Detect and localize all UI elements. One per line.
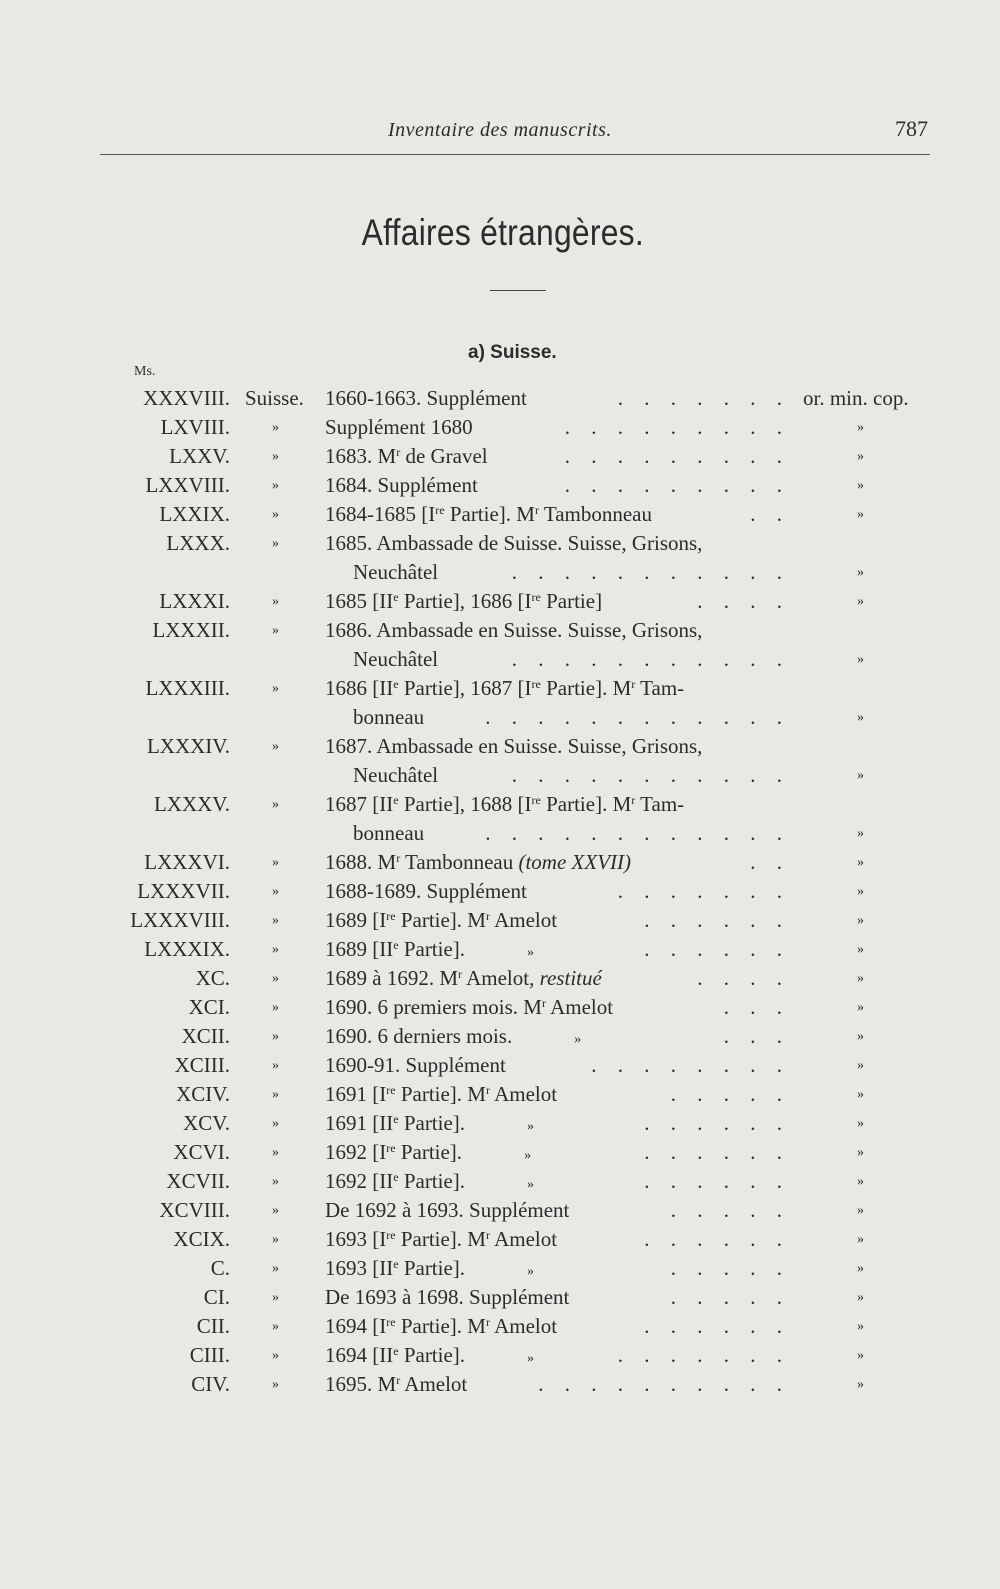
entry-description bbox=[325, 1283, 569, 1312]
superscript: r bbox=[396, 851, 401, 865]
manuscript-number: XCI. bbox=[188, 995, 230, 1019]
superscript: re bbox=[386, 1228, 396, 1242]
superscript: r bbox=[534, 503, 539, 517]
description-text: 1685 [II bbox=[325, 589, 394, 613]
entry-row bbox=[0, 529, 1000, 558]
leader-dots: . . bbox=[750, 850, 790, 874]
entry-row bbox=[0, 964, 1000, 993]
description-text: 1691 [II bbox=[325, 1111, 394, 1135]
description-text: 1694 [II bbox=[325, 1343, 394, 1367]
leader-dots: . . . . . bbox=[670, 1285, 790, 1309]
description-text: 1693 [I bbox=[325, 1227, 387, 1251]
description-continuation: Neuchâtel bbox=[353, 763, 439, 787]
leader-dots: . . . . . . . . . . bbox=[538, 1372, 790, 1396]
ditto-mark: » bbox=[272, 913, 279, 928]
manuscript-number: CI. bbox=[203, 1285, 230, 1309]
ditto-mark: » bbox=[272, 449, 279, 464]
description-text: Amelot bbox=[489, 1082, 558, 1106]
superscript: r bbox=[396, 445, 401, 459]
manuscript-number: LXXXIII. bbox=[145, 676, 230, 700]
description-text: Partie]. M bbox=[540, 792, 632, 816]
status-mark: » bbox=[857, 1377, 864, 1392]
ditto-mark: » bbox=[272, 884, 279, 899]
status-mark: » bbox=[857, 1319, 864, 1334]
country-label: Suisse. bbox=[245, 386, 304, 410]
description-text: Amelot, bbox=[462, 966, 540, 990]
description-text: Tambonneau bbox=[538, 502, 652, 526]
description-text: Partie], 1686 [I bbox=[398, 589, 532, 613]
superscript: r bbox=[458, 967, 462, 981]
description-text: 1687 [II bbox=[325, 792, 394, 816]
superscript: re bbox=[435, 503, 445, 517]
entry-description bbox=[325, 616, 702, 645]
status-mark: » bbox=[857, 1058, 864, 1073]
ditto-mark: » bbox=[272, 942, 279, 957]
leader-dots: . . . . . . . . . bbox=[564, 444, 790, 468]
ditto-mark: » bbox=[272, 1000, 279, 1015]
ditto-mark-inline: » bbox=[524, 1148, 532, 1163]
status-mark: » bbox=[857, 942, 864, 957]
entry-description bbox=[325, 964, 602, 993]
description-text: Supplément 1680 bbox=[325, 415, 473, 439]
superscript: re bbox=[386, 1141, 396, 1155]
manuscript-number: LXXXIV. bbox=[146, 734, 230, 758]
leader-dots: . . . . . bbox=[670, 1256, 790, 1280]
description-text: 1687. Ambassade en Suisse. Suisse, Grisons, bbox=[325, 734, 703, 758]
ms-column-label: Ms. bbox=[134, 364, 156, 379]
entry-row bbox=[0, 906, 1000, 935]
page-number: 787 bbox=[895, 116, 928, 141]
status-mark: » bbox=[857, 1116, 864, 1131]
manuscript-number: XCIX. bbox=[173, 1227, 230, 1251]
superscript: e bbox=[393, 1112, 399, 1126]
description-text: Tambonneau bbox=[400, 850, 519, 874]
entry-row bbox=[0, 1196, 1000, 1225]
description-text: Tam- bbox=[635, 676, 685, 700]
leader-dots: . . . . . . . . . . . bbox=[511, 560, 790, 584]
description-italic: (tome XXVII) bbox=[518, 850, 631, 874]
superscript: r bbox=[485, 1083, 490, 1097]
description-text: Partie]. M bbox=[395, 908, 486, 932]
leader-dots: . . . . . bbox=[670, 1198, 790, 1222]
status-mark: » bbox=[857, 478, 864, 493]
entry-description bbox=[325, 674, 684, 703]
description-continuation: bonneau bbox=[353, 821, 425, 845]
ditto-mark: » bbox=[272, 971, 279, 986]
description-text: Partie]. bbox=[395, 1140, 463, 1164]
entry-row bbox=[0, 471, 1000, 500]
entry-row bbox=[0, 1341, 1000, 1370]
entry-description bbox=[325, 877, 527, 906]
entry-row bbox=[0, 500, 1000, 529]
entry-row bbox=[0, 384, 1000, 413]
entry-row bbox=[0, 732, 1000, 761]
leader-dots: . . . . . . . . bbox=[591, 1053, 790, 1077]
description-text: Partie]. bbox=[398, 1111, 466, 1135]
manuscript-number: XCIV. bbox=[176, 1082, 230, 1106]
entry-description bbox=[325, 529, 702, 558]
status-mark: » bbox=[857, 855, 864, 870]
description-text: 1692 [I bbox=[325, 1140, 387, 1164]
status-mark: or. min. cop. bbox=[803, 386, 909, 410]
ditto-mark: » bbox=[272, 1116, 279, 1131]
superscript: re bbox=[386, 1083, 396, 1097]
entry-description bbox=[325, 471, 478, 500]
description-text: 1685. Ambassade de Suisse. Suisse, Grisons, bbox=[325, 531, 703, 555]
status-mark: » bbox=[857, 507, 864, 522]
status-mark: » bbox=[857, 1261, 864, 1276]
entry-row-continuation bbox=[0, 645, 1000, 674]
manuscript-number: CII. bbox=[196, 1314, 230, 1338]
leader-dots: . . . . . . . bbox=[617, 879, 790, 903]
description-continuation: Neuchâtel bbox=[353, 560, 439, 584]
leader-dots: . . . . . . bbox=[644, 1169, 790, 1193]
description-text: Amelot bbox=[489, 1227, 558, 1251]
entry-description bbox=[325, 500, 652, 529]
superscript: re bbox=[531, 793, 541, 807]
page-title: Affaires étrangères. bbox=[361, 212, 644, 253]
status-mark: » bbox=[857, 1029, 864, 1044]
ditto-mark: » bbox=[272, 594, 279, 609]
leader-dots: . . . . . bbox=[670, 1082, 790, 1106]
ditto-mark: » bbox=[272, 536, 279, 551]
superscript: re bbox=[531, 677, 541, 691]
status-mark: » bbox=[857, 913, 864, 928]
entry-description bbox=[325, 384, 527, 413]
entry-description bbox=[325, 848, 631, 877]
description-italic: restitué bbox=[539, 966, 602, 990]
superscript: r bbox=[541, 996, 546, 1010]
leader-dots: . . . . . . bbox=[644, 1314, 790, 1338]
ditto-mark: » bbox=[272, 1232, 279, 1247]
entry-description bbox=[325, 1080, 557, 1109]
entry-row bbox=[0, 1283, 1000, 1312]
status-mark: » bbox=[857, 884, 864, 899]
leader-dots: . . . . . . . . . . . . bbox=[485, 705, 790, 729]
manuscript-number: XCIII. bbox=[174, 1053, 230, 1077]
entry-description bbox=[325, 906, 557, 935]
status-mark: » bbox=[857, 1145, 864, 1160]
description-text: Partie]. M bbox=[395, 1314, 486, 1338]
entry-row bbox=[0, 1080, 1000, 1109]
description-text: 1690. 6 derniers mois. bbox=[325, 1024, 513, 1048]
entry-row bbox=[0, 587, 1000, 616]
entry-row-continuation bbox=[0, 761, 1000, 790]
description-text: 1691 [I bbox=[325, 1082, 387, 1106]
leader-dots: . . . . . . . bbox=[617, 1343, 790, 1367]
section-title: a) Suisse. bbox=[468, 342, 557, 363]
manuscript-number: LXXXIX. bbox=[144, 937, 230, 961]
description-text: Partie] bbox=[540, 589, 603, 613]
superscript: r bbox=[631, 793, 636, 807]
status-mark: » bbox=[857, 710, 864, 725]
status-mark: » bbox=[857, 652, 864, 667]
manuscript-number: LXXV. bbox=[169, 444, 230, 468]
entry-description bbox=[325, 1312, 557, 1341]
leader-dots: . . . . bbox=[697, 589, 790, 613]
ditto-mark-inline: » bbox=[527, 1264, 535, 1279]
running-header-title: Inventaire des manuscrits. bbox=[388, 119, 612, 141]
description-text: 1686. Ambassade en Suisse. Suisse, Grisons, bbox=[325, 618, 703, 642]
ditto-mark: » bbox=[272, 1087, 279, 1102]
leader-dots: . . . bbox=[723, 995, 790, 1019]
manuscript-number: XCVII. bbox=[166, 1169, 230, 1193]
ditto-mark: » bbox=[272, 1261, 279, 1276]
superscript: r bbox=[396, 1373, 401, 1387]
description-text: Partie], 1687 [I bbox=[398, 676, 532, 700]
leader-dots: . . . . . . bbox=[644, 1140, 790, 1164]
entry-row bbox=[0, 1051, 1000, 1080]
status-mark: » bbox=[857, 826, 864, 841]
description-text: 1660-1663. Supplément bbox=[325, 386, 527, 410]
status-mark: » bbox=[857, 971, 864, 986]
entry-description bbox=[325, 1022, 581, 1054]
description-text: 1683. M bbox=[325, 444, 397, 468]
manuscript-number: LXXXV. bbox=[153, 792, 230, 816]
status-mark: » bbox=[857, 1232, 864, 1247]
ditto-mark: » bbox=[272, 420, 279, 435]
entry-description bbox=[325, 413, 473, 442]
entry-row bbox=[0, 1138, 1000, 1167]
ditto-mark: » bbox=[272, 507, 279, 522]
leader-dots: . . . . . . . . . bbox=[564, 473, 790, 497]
description-text: 1684-1685 [I bbox=[325, 502, 436, 526]
manuscript-number: CIII. bbox=[189, 1343, 230, 1367]
description-text: 1690-91. Supplément bbox=[325, 1053, 506, 1077]
entry-description bbox=[325, 587, 602, 616]
description-text: Amelot bbox=[489, 1314, 558, 1338]
ditto-mark: » bbox=[272, 1029, 279, 1044]
entry-description bbox=[325, 1254, 534, 1286]
ditto-mark: » bbox=[272, 797, 279, 812]
description-text: Partie]. bbox=[398, 937, 466, 961]
leader-dots: . . . . . . . . . bbox=[564, 415, 790, 439]
superscript: e bbox=[393, 1344, 399, 1358]
entry-row bbox=[0, 1370, 1000, 1399]
status-mark: » bbox=[857, 768, 864, 783]
entry-description bbox=[325, 442, 488, 471]
description-text: 1690. 6 premiers mois. M bbox=[325, 995, 542, 1019]
description-text: Amelot bbox=[545, 995, 614, 1019]
entry-row-continuation bbox=[0, 703, 1000, 732]
ditto-mark: » bbox=[272, 1290, 279, 1305]
ditto-mark: » bbox=[272, 478, 279, 493]
leader-dots: . . . . . . . . . . . bbox=[511, 763, 790, 787]
description-text: De 1692 à 1693. Supplément bbox=[325, 1198, 570, 1222]
entry-description bbox=[325, 1138, 531, 1170]
entry-description bbox=[325, 1370, 467, 1399]
description-text: Partie]. M bbox=[395, 1082, 486, 1106]
manuscript-number: LXXXVI. bbox=[144, 850, 230, 874]
manuscript-number: XCII. bbox=[181, 1024, 230, 1048]
description-text: 1693 [II bbox=[325, 1256, 394, 1280]
entry-row bbox=[0, 1022, 1000, 1051]
manuscript-number: XCV. bbox=[183, 1111, 230, 1135]
description-text: Partie]. M bbox=[395, 1227, 486, 1251]
description-text: 1689 [II bbox=[325, 937, 394, 961]
entry-row bbox=[0, 442, 1000, 471]
ditto-mark-inline: » bbox=[527, 1351, 535, 1366]
superscript: r bbox=[485, 1315, 490, 1329]
manuscript-number: LXXXI. bbox=[159, 589, 230, 613]
superscript: e bbox=[393, 590, 399, 604]
manuscript-number: LXXX. bbox=[166, 531, 230, 555]
ditto-mark: » bbox=[272, 1319, 279, 1334]
leader-dots: . . . . . . bbox=[644, 937, 790, 961]
ditto-mark: » bbox=[272, 1174, 279, 1189]
entry-row bbox=[0, 1109, 1000, 1138]
status-mark: » bbox=[857, 1174, 864, 1189]
entry-row-continuation bbox=[0, 819, 1000, 848]
ditto-mark: » bbox=[272, 1348, 279, 1363]
ditto-mark-inline: » bbox=[527, 945, 535, 960]
superscript: r bbox=[631, 677, 636, 691]
leader-dots: . . bbox=[750, 502, 790, 526]
ditto-mark-inline: » bbox=[527, 1177, 535, 1192]
status-mark: » bbox=[857, 1000, 864, 1015]
entry-row bbox=[0, 413, 1000, 442]
description-text: 1695. M bbox=[325, 1372, 397, 1396]
ditto-mark: » bbox=[272, 1377, 279, 1392]
superscript: e bbox=[393, 938, 399, 952]
ditto-mark: » bbox=[272, 1058, 279, 1073]
entry-description bbox=[325, 790, 684, 819]
description-text: Partie]. bbox=[398, 1256, 466, 1280]
description-text: Tam- bbox=[635, 792, 685, 816]
description-text: Amelot bbox=[400, 1372, 468, 1396]
manuscript-number: C. bbox=[210, 1256, 230, 1280]
manuscript-number: LXVIII. bbox=[160, 415, 230, 439]
description-text: De 1693 à 1698. Supplément bbox=[325, 1285, 570, 1309]
ditto-mark-inline: » bbox=[527, 1119, 535, 1134]
ditto-mark: » bbox=[272, 623, 279, 638]
leader-dots: . . . . . . bbox=[644, 908, 790, 932]
entry-row bbox=[0, 790, 1000, 819]
description-text: 1688. M bbox=[325, 850, 397, 874]
superscript: re bbox=[531, 590, 541, 604]
description-text: 1686 [II bbox=[325, 676, 394, 700]
description-text: 1694 [I bbox=[325, 1314, 387, 1338]
leader-dots: . . . . . . bbox=[644, 1227, 790, 1251]
ditto-mark-inline: » bbox=[574, 1032, 582, 1047]
entry-description bbox=[325, 1225, 557, 1254]
entry-description bbox=[325, 935, 534, 967]
superscript: r bbox=[485, 909, 490, 923]
manuscript-number: XCVI. bbox=[173, 1140, 230, 1164]
entry-row bbox=[0, 848, 1000, 877]
manuscript-number: XXXVIII. bbox=[143, 386, 230, 410]
manuscript-number: LXXXVIII. bbox=[130, 908, 230, 932]
entry-row bbox=[0, 616, 1000, 645]
entry-description bbox=[325, 732, 702, 761]
entry-description bbox=[325, 993, 613, 1022]
leader-dots: . . . . . . . . . . . . bbox=[485, 821, 790, 845]
manuscript-number: LXXIX. bbox=[159, 502, 230, 526]
entry-row bbox=[0, 1225, 1000, 1254]
description-continuation: bonneau bbox=[353, 705, 425, 729]
leader-dots: . . . . . . . bbox=[617, 386, 790, 410]
entry-description bbox=[325, 1051, 506, 1080]
status-mark: » bbox=[857, 1290, 864, 1305]
superscript: e bbox=[393, 1257, 399, 1271]
status-mark: » bbox=[857, 420, 864, 435]
description-text: Partie], 1688 [I bbox=[398, 792, 532, 816]
entry-row bbox=[0, 935, 1000, 964]
superscript: e bbox=[393, 1170, 399, 1184]
description-text: 1688-1689. Supplément bbox=[325, 879, 527, 903]
entry-row bbox=[0, 993, 1000, 1022]
superscript: re bbox=[386, 1315, 396, 1329]
ditto-mark: » bbox=[272, 855, 279, 870]
entry-row bbox=[0, 1254, 1000, 1283]
status-mark: » bbox=[857, 1348, 864, 1363]
leader-dots: . . . . . . bbox=[644, 1111, 790, 1135]
entry-row bbox=[0, 674, 1000, 703]
leader-dots: . . . . bbox=[697, 966, 790, 990]
manuscript-number: CIV. bbox=[191, 1372, 230, 1396]
description-text: 1692 [II bbox=[325, 1169, 394, 1193]
status-mark: » bbox=[857, 565, 864, 580]
description-continuation: Neuchâtel bbox=[353, 647, 439, 671]
superscript: r bbox=[485, 1228, 490, 1242]
entry-description bbox=[325, 1341, 534, 1373]
description-text: Amelot bbox=[489, 908, 558, 932]
ditto-mark: » bbox=[272, 1145, 279, 1160]
description-text: Partie]. bbox=[398, 1169, 466, 1193]
leader-dots: . . . . . . . . . . . bbox=[511, 647, 790, 671]
entry-row bbox=[0, 877, 1000, 906]
status-mark: » bbox=[857, 1203, 864, 1218]
manuscript-number: XCVIII. bbox=[159, 1198, 230, 1222]
superscript: e bbox=[393, 677, 399, 691]
description-text: de Gravel bbox=[400, 444, 488, 468]
manuscript-number: LXXXII. bbox=[152, 618, 230, 642]
description-text: 1689 à 1692. M bbox=[325, 966, 458, 990]
ditto-mark: » bbox=[272, 1203, 279, 1218]
entry-description bbox=[325, 1167, 534, 1199]
description-text: 1684. Supplément bbox=[325, 473, 478, 497]
description-text: Partie]. M bbox=[444, 502, 535, 526]
entry-row-continuation bbox=[0, 558, 1000, 587]
manuscript-number: LXXVIII. bbox=[145, 473, 230, 497]
superscript: re bbox=[386, 909, 396, 923]
description-text: 1689 [I bbox=[325, 908, 387, 932]
ditto-mark: » bbox=[272, 739, 279, 754]
manuscript-number: XC. bbox=[195, 966, 230, 990]
status-mark: » bbox=[857, 1087, 864, 1102]
entry-row bbox=[0, 1167, 1000, 1196]
superscript: e bbox=[393, 793, 399, 807]
status-mark: » bbox=[857, 594, 864, 609]
status-mark: » bbox=[857, 449, 864, 464]
ditto-mark: » bbox=[272, 681, 279, 696]
manuscript-number: LXXXVII. bbox=[137, 879, 230, 903]
entry-row bbox=[0, 1312, 1000, 1341]
entry-description bbox=[325, 1196, 569, 1225]
leader-dots: . . . bbox=[723, 1024, 790, 1048]
description-text: Partie]. M bbox=[540, 676, 632, 700]
description-text: Partie]. bbox=[398, 1343, 466, 1367]
entry-description bbox=[325, 1109, 534, 1141]
